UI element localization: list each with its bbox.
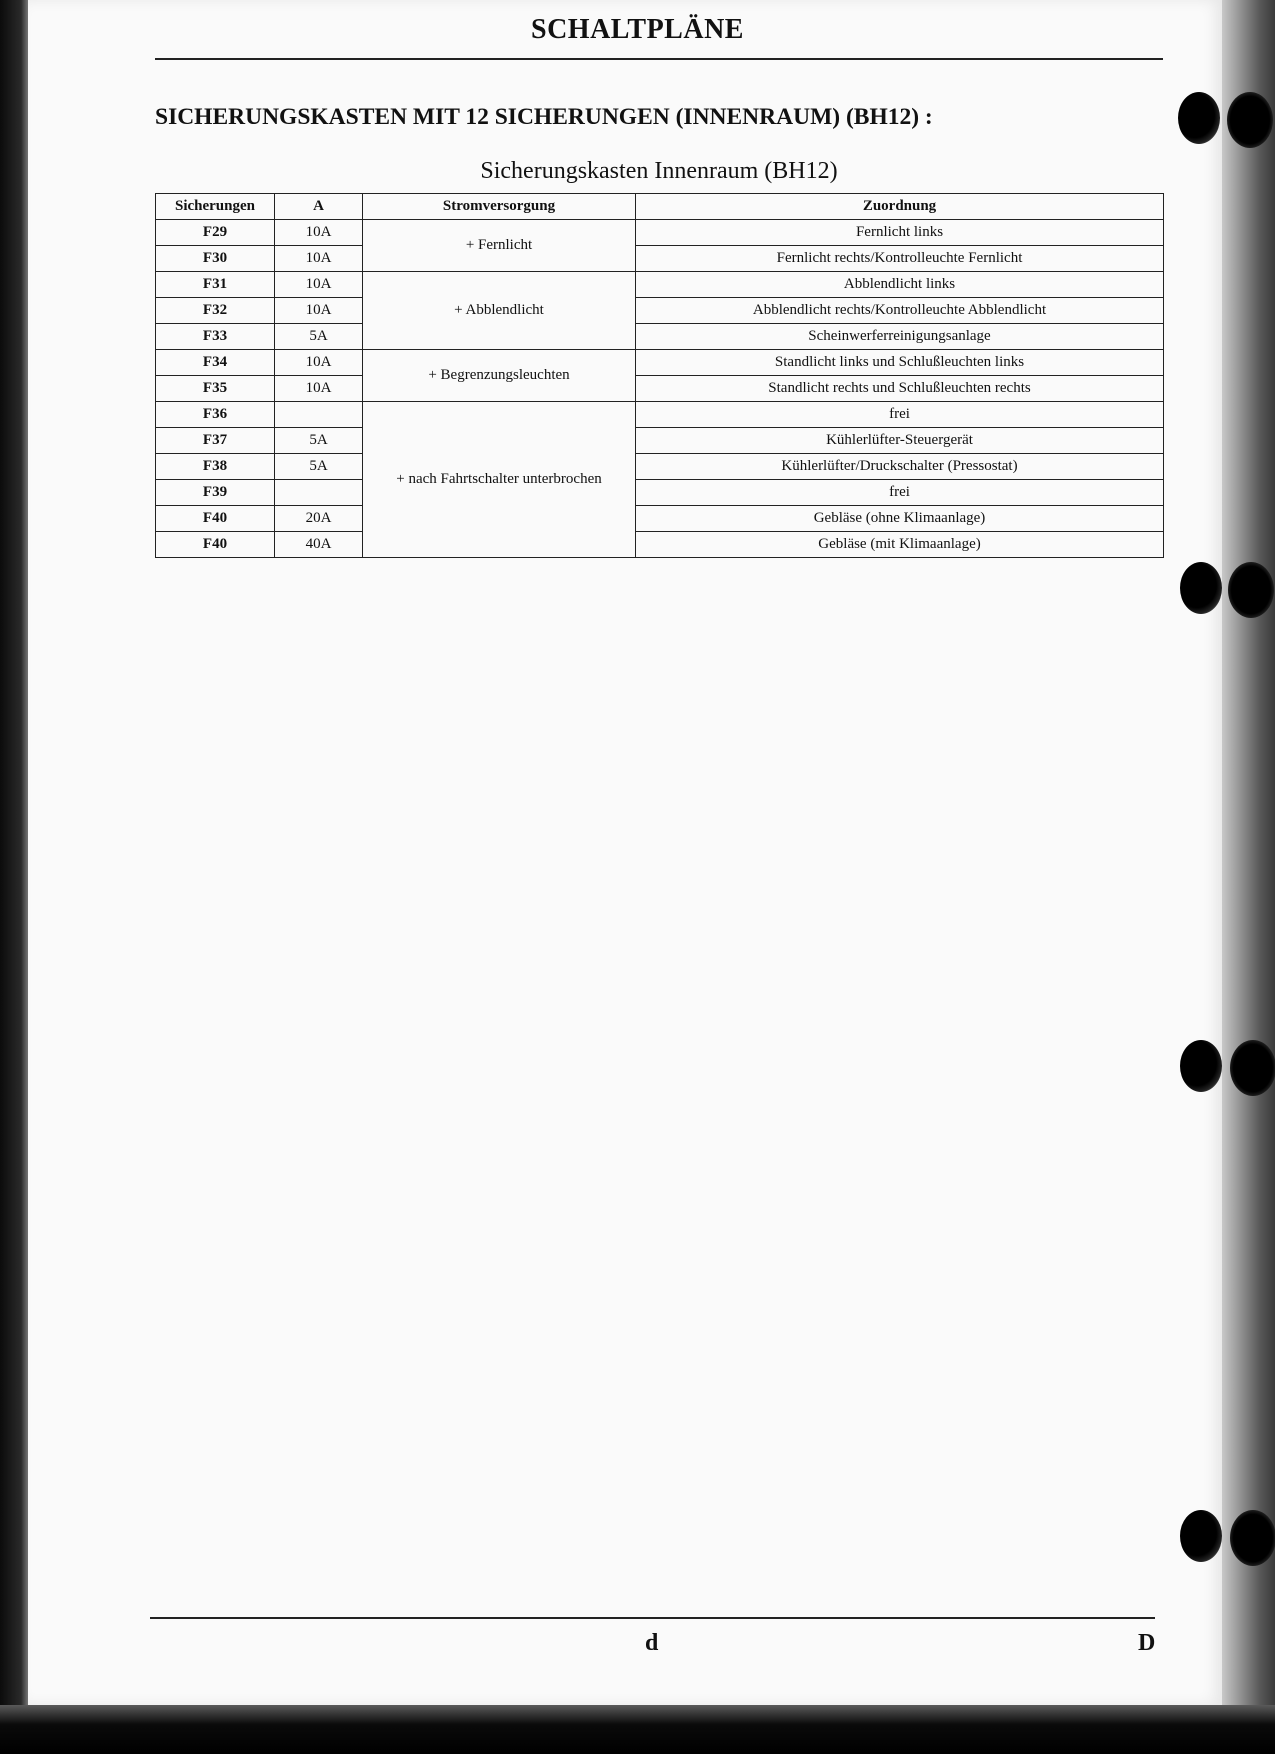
fuse-id: F31 xyxy=(156,272,275,298)
binder-hole-1 xyxy=(1178,92,1220,144)
scan-left-edge xyxy=(0,0,30,1754)
fuse-amps: 20A xyxy=(275,506,363,532)
column-header-assignment: Zuordnung xyxy=(636,194,1164,220)
supply-group: + Begrenzungsleuchten xyxy=(363,350,636,402)
fuse-id: F34 xyxy=(156,350,275,376)
header-rule xyxy=(155,58,1163,60)
footer-rule xyxy=(150,1617,1155,1619)
fuse-id: F35 xyxy=(156,376,275,402)
fuse-amps: 40A xyxy=(275,532,363,558)
table-row xyxy=(156,246,1164,272)
scan-bottom-edge xyxy=(0,1705,1275,1754)
binder-hole-4b xyxy=(1230,1510,1275,1566)
fuse-amps: 10A xyxy=(275,220,363,246)
fuse-amps xyxy=(275,402,363,428)
fuse-amps: 10A xyxy=(275,246,363,272)
page-edge-shadow xyxy=(1222,0,1275,1754)
fuse-amps xyxy=(275,480,363,506)
fuse-assignment: Standlicht links und Schlußleuchten links xyxy=(636,350,1164,376)
fuse-id: F30 xyxy=(156,246,275,272)
table-row xyxy=(156,402,1164,428)
fuse-assignment: Abblendlicht links xyxy=(636,272,1164,298)
fuse-assignment: frei xyxy=(636,402,1164,428)
table-row xyxy=(156,272,1164,298)
fuse-amps: 10A xyxy=(275,376,363,402)
fuse-assignment: Standlicht rechts und Schlußleuchten rechts xyxy=(636,376,1164,402)
fuse-assignment: Kühlerlüfter/Druckschalter (Pressostat) xyxy=(636,454,1164,480)
footer-page-mark: d xyxy=(645,1630,659,1656)
fuse-assignment: Abblendlicht rechts/Kontrolleuchte Abblendlicht xyxy=(636,298,1164,324)
table-row xyxy=(156,324,1164,350)
binder-hole-2b xyxy=(1228,562,1274,618)
footer-section-letter: D xyxy=(1138,1630,1156,1656)
table-row xyxy=(156,298,1164,324)
fuse-assignment: Gebläse (ohne Klimaanlage) xyxy=(636,506,1164,532)
fuse-assignment: Scheinwerferreinigungsanlage xyxy=(636,324,1164,350)
column-header-supply: Stromversorgung xyxy=(363,194,636,220)
fuse-id: F37 xyxy=(156,428,275,454)
fuse-id: F40 xyxy=(156,532,275,558)
table-caption: Sicherungskasten Innenraum (BH12) xyxy=(480,158,838,184)
table-row xyxy=(156,454,1164,480)
section-title: SICHERUNGSKASTEN MIT 12 SICHERUNGEN (INNENRAUM) (BH12) : xyxy=(155,104,933,130)
supply-group: + Abblendlicht xyxy=(363,272,636,350)
fuse-id: F40 xyxy=(156,506,275,532)
table-row xyxy=(156,350,1164,376)
supply-group: + nach Fahrtschalter unterbrochen xyxy=(363,402,636,558)
fuse-assignment: Fernlicht links xyxy=(636,220,1164,246)
supply-group: + Fernlicht xyxy=(363,220,636,272)
binder-hole-4 xyxy=(1180,1510,1222,1562)
fuse-id: F32 xyxy=(156,298,275,324)
page-header-title: SCHALTPLÄNE xyxy=(531,14,744,45)
fuse-assignment: Fernlicht rechts/Kontrolleuchte Fernlicht xyxy=(636,246,1164,272)
fuse-id: F33 xyxy=(156,324,275,350)
binder-hole-3b xyxy=(1230,1040,1275,1096)
table-row xyxy=(156,480,1164,506)
table-row xyxy=(156,532,1164,558)
table-header-row xyxy=(156,194,1164,220)
binder-hole-3 xyxy=(1180,1040,1222,1092)
fuse-amps: 5A xyxy=(275,454,363,480)
fuse-amps: 10A xyxy=(275,350,363,376)
fuse-amps: 5A xyxy=(275,428,363,454)
fuse-amps: 10A xyxy=(275,272,363,298)
fuse-amps: 10A xyxy=(275,298,363,324)
fuse-id: F38 xyxy=(156,454,275,480)
fuse-assignment: frei xyxy=(636,480,1164,506)
table-row xyxy=(156,428,1164,454)
fuse-amps: 5A xyxy=(275,324,363,350)
column-header-fuses: Sicherungen xyxy=(156,194,275,220)
binder-hole-1b xyxy=(1227,92,1273,148)
column-header-amps: A xyxy=(275,194,363,220)
fuse-id: F39 xyxy=(156,480,275,506)
table-row xyxy=(156,506,1164,532)
binder-hole-2 xyxy=(1180,562,1222,614)
table-row xyxy=(156,220,1164,246)
table-row xyxy=(156,376,1164,402)
fuse-id: F29 xyxy=(156,220,275,246)
fuse-id: F36 xyxy=(156,402,275,428)
fuse-table xyxy=(155,193,1164,558)
fuse-assignment: Kühlerlüfter-Steuergerät xyxy=(636,428,1164,454)
fuse-assignment: Gebläse (mit Klimaanlage) xyxy=(636,532,1164,558)
